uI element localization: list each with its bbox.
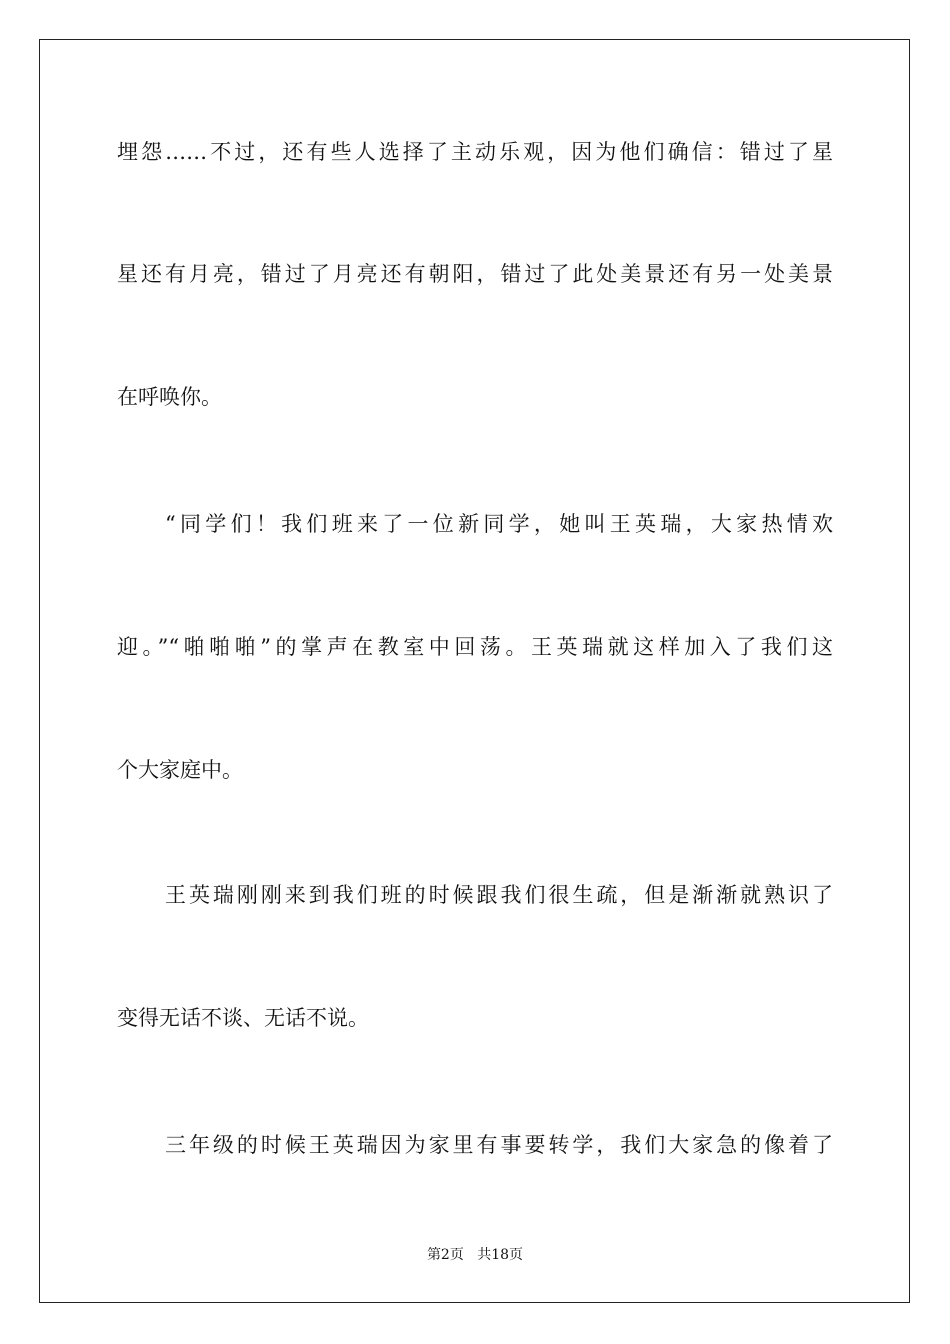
text-line: 迎。”“啪啪啪”的掌声在教室中回荡。王英瑞就这样加入了我们这 [117,635,833,659]
page-number: 第2页 [426,1247,464,1263]
text-line: 三年级的时候王英瑞因为家里有事要转学，我们大家急的像着了 [165,1133,833,1157]
text-line: 王英瑞刚刚来到我们班的时候跟我们很生疏，但是渐渐就熟识了 [165,883,833,907]
text-line: 埋怨……不过，还有些人选择了主动乐观，因为他们确信：错过了星 [117,140,833,164]
text-line: “同学们！我们班来了一位新同学，她叫王英瑞，大家热情欢 [165,512,833,536]
text-line: 变得无话不谈、无话不说。 [117,1006,369,1030]
text-line: 星还有月亮，错过了月亮还有朝阳，错过了此处美景还有另一处美景 [117,262,833,286]
text-line: 在呼唤你。 [117,385,222,409]
page-footer [0,1245,950,1265]
page-border [39,39,910,1303]
text-line: 个大家庭中。 [117,758,243,782]
page-total: 共18页 [477,1247,524,1263]
